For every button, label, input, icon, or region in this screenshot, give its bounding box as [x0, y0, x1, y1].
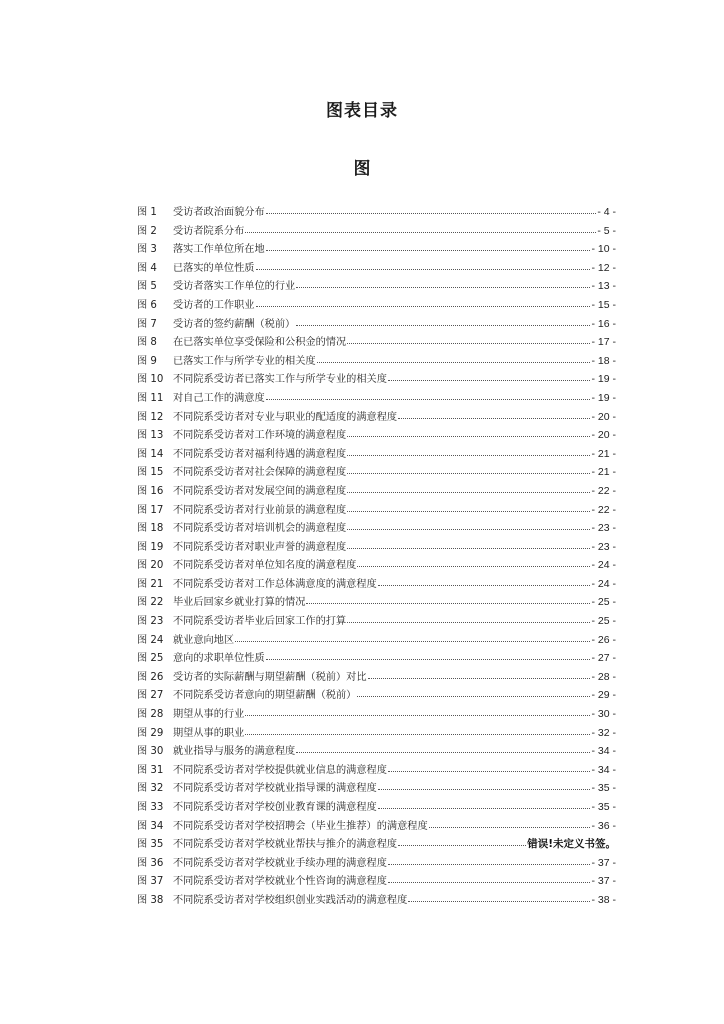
toc-dot-leader	[368, 677, 591, 679]
toc-entry-label: 图 36	[137, 857, 164, 869]
toc-entry[interactable]	[137, 798, 616, 817]
toc-entry[interactable]	[137, 389, 616, 408]
toc-entry-page: - 38 -	[591, 893, 616, 906]
toc-entry-label: 图 1	[137, 207, 157, 218]
toc-entry-title: 不同院系受访者对发展空间的满意程度	[173, 485, 347, 497]
toc-entry[interactable]	[137, 482, 616, 501]
toc-dot-leader	[347, 621, 590, 623]
toc-entry-title: 不同院系受访者对行业前景的满意程度	[173, 504, 347, 516]
toc-entry-error: 错误!未定义书签。	[527, 838, 616, 851]
toc-entry-page: - 24 -	[591, 577, 616, 590]
toc-entry[interactable]	[137, 575, 616, 594]
toc-entry-page: - 17 -	[591, 336, 616, 349]
toc-entry[interactable]	[137, 463, 616, 482]
toc-entry[interactable]	[137, 891, 616, 910]
toc-dot-leader	[388, 881, 591, 883]
toc-entry[interactable]	[137, 593, 616, 612]
toc-entry-page: - 21 -	[591, 466, 616, 479]
toc-entry-title: 受访者政治面貌分布	[173, 207, 265, 218]
toc-entry-page: - 30 -	[591, 708, 616, 721]
toc-dot-leader	[347, 454, 590, 456]
toc-entry-page: - 29 -	[591, 689, 616, 702]
toc-entry-label: 图 18	[137, 523, 164, 535]
toc-entry-label: 图 14	[137, 448, 164, 460]
toc-entry-title: 已落实的单位性质	[173, 262, 255, 274]
toc-dot-leader	[245, 231, 596, 233]
toc-dot-leader	[388, 863, 591, 865]
toc-entry-title: 不同院系受访者对学校就业帮扶与推介的满意程度	[173, 839, 398, 851]
section-heading: 图	[353, 159, 371, 179]
toc-dot-leader	[296, 751, 590, 753]
toc-dot-leader	[266, 249, 591, 251]
toc-dot-leader	[256, 305, 591, 307]
toc-entry-label: 图 5	[137, 281, 157, 293]
toc-entry-page: - 18 -	[591, 354, 616, 367]
toc-dot-leader	[256, 268, 591, 270]
toc-entry[interactable]	[137, 259, 616, 278]
toc-entry-title: 不同院系受访者对学校招聘会（毕业生推荐）的满意程度	[173, 820, 428, 832]
toc-entry-page: - 22 -	[591, 503, 616, 516]
toc-entry-label: 图 11	[137, 392, 164, 404]
toc-dot-leader	[235, 640, 590, 642]
toc-entry-label: 图 15	[137, 467, 164, 479]
toc-entry-page: - 25 -	[591, 596, 616, 609]
toc-dot-leader	[347, 491, 590, 493]
toc-entry[interactable]	[137, 724, 616, 743]
toc-dot-leader	[296, 324, 590, 326]
toc-entry-page: - 22 -	[591, 484, 616, 497]
toc-entry-title: 不同院系受访者对职业声誉的满意程度	[173, 541, 347, 553]
toc-entry-page: - 5 -	[597, 224, 616, 237]
toc-entry[interactable]	[137, 872, 616, 891]
toc-entry[interactable]	[137, 686, 616, 705]
toc-dot-leader	[408, 900, 590, 902]
toc-entry-page: - 24 -	[591, 559, 616, 572]
toc-entry[interactable]	[137, 779, 616, 798]
toc-entry-page: - 32 -	[591, 726, 616, 739]
toc-entry-title: 意向的求职单位性质	[173, 653, 265, 665]
toc-entry-label: 图 38	[137, 894, 164, 906]
toc-entry-page: - 36 -	[591, 819, 616, 832]
toc-dot-leader	[266, 398, 591, 400]
toc-entry-label: 图 32	[137, 783, 164, 795]
toc-entry[interactable]	[137, 742, 616, 761]
toc-entry-page: - 37 -	[591, 856, 616, 869]
toc-entry-label: 图 10	[137, 374, 164, 386]
toc-entry-title: 期望从事的职业	[173, 727, 245, 739]
toc-entry-page: - 23 -	[591, 540, 616, 553]
toc-entry-label: 图 30	[137, 746, 164, 758]
toc-dot-leader	[378, 788, 591, 790]
toc-entry[interactable]	[137, 315, 616, 334]
toc-entry-page: - 27 -	[591, 652, 616, 665]
toc-entry[interactable]	[137, 445, 616, 464]
toc-entry[interactable]	[137, 705, 616, 724]
toc-entry-page: - 13 -	[591, 280, 616, 293]
toc-entry-title: 不同院系受访者已落实工作与所学专业的相关度	[173, 374, 387, 386]
toc-entry[interactable]	[137, 519, 616, 538]
toc-entry-page: - 34 -	[591, 763, 616, 776]
toc-dot-leader	[266, 212, 597, 214]
toc-entry[interactable]	[137, 612, 616, 631]
toc-entry-title: 不同院系受访者意向的期望薪酬（税前）	[173, 690, 357, 702]
toc-entry-label: 图 31	[137, 764, 164, 776]
toc-entry-title: 不同院系受访者对学校创业教育课的满意程度	[173, 802, 377, 813]
toc-dot-leader	[398, 844, 526, 846]
toc-dot-leader	[388, 770, 591, 772]
toc-dot-leader	[378, 807, 591, 809]
toc-entry-page: - 19 -	[591, 373, 616, 386]
toc-dot-leader	[347, 472, 590, 474]
toc-entry-label: 图 4	[137, 262, 157, 274]
toc-entry[interactable]	[137, 370, 616, 389]
toc-entry[interactable]	[137, 333, 616, 352]
toc-entry-title: 受访者院系分布	[173, 225, 245, 237]
table-of-figures	[137, 203, 616, 910]
toc-entry-title: 不同院系受访者对学校组织创业实践活动的满意程度	[173, 894, 408, 906]
toc-entry[interactable]	[137, 222, 616, 241]
toc-entry-title: 毕业后回家乡就业打算的情况	[173, 597, 306, 609]
toc-entry-title: 就业指导与服务的满意程度	[173, 746, 296, 758]
toc-entry-title: 就业意向地区	[173, 634, 235, 646]
toc-entry-page: - 20 -	[591, 410, 616, 423]
toc-entry-page: - 25 -	[591, 615, 616, 628]
toc-entry[interactable]	[137, 854, 616, 873]
toc-entry-page: - 23 -	[591, 522, 616, 535]
toc-entry-title: 不同院系受访者对单位知名度的满意程度	[173, 560, 357, 572]
toc-entry-label: 图 16	[137, 485, 164, 497]
page-title: 图表目录	[326, 101, 398, 121]
toc-entry-label: 图 13	[137, 430, 164, 442]
toc-entry-label: 图 25	[137, 653, 164, 665]
toc-entry-label: 图 34	[137, 820, 164, 832]
toc-entry-title: 受访者落实工作单位的行业	[173, 281, 296, 293]
toc-entry-label: 图 35	[137, 839, 164, 851]
toc-entry[interactable]	[137, 631, 616, 650]
toc-entry[interactable]	[137, 835, 616, 854]
toc-entry-title: 不同院系受访者对培训机会的满意程度	[173, 523, 347, 535]
toc-dot-leader	[266, 658, 591, 660]
toc-entry-page: - 35 -	[591, 801, 616, 813]
toc-entry-page: - 34 -	[591, 745, 616, 758]
toc-entry-title: 已落实工作与所学专业的相关度	[173, 355, 316, 367]
toc-dot-leader	[347, 435, 590, 437]
toc-entry-label: 图 19	[137, 541, 164, 553]
toc-entry-page: - 26 -	[591, 633, 616, 646]
toc-entry-title: 不同院系受访者对学校就业个性咨询的满意程度	[173, 876, 387, 888]
toc-entry[interactable]	[137, 817, 616, 836]
toc-entry-label: 图 21	[137, 578, 164, 590]
toc-entry-label: 图 24	[137, 634, 164, 646]
toc-entry-title: 不同院系受访者对学校就业手续办理的满意程度	[173, 857, 387, 869]
toc-entry-label: 图 27	[137, 690, 164, 702]
toc-entry-page: - 21 -	[591, 447, 616, 460]
toc-dot-leader	[347, 342, 590, 344]
toc-entry-title: 不同院系受访者对学校提供就业信息的满意程度	[173, 764, 387, 776]
toc-entry[interactable]	[137, 240, 616, 259]
toc-entry-title: 受访者的实际薪酬与期望薪酬（税前）对比	[173, 671, 367, 683]
toc-entry-label: 图 20	[137, 560, 164, 572]
toc-entry-label: 图 8	[137, 337, 157, 349]
toc-entry[interactable]	[137, 352, 616, 371]
toc-entry-page: - 37 -	[591, 875, 616, 888]
toc-dot-leader	[388, 379, 591, 381]
toc-entry[interactable]	[137, 426, 616, 445]
toc-entry[interactable]	[137, 408, 616, 427]
toc-entry-label: 图 37	[137, 876, 164, 888]
toc-dot-leader	[317, 361, 591, 363]
toc-dot-leader	[429, 826, 591, 828]
toc-entry[interactable]	[137, 761, 616, 780]
toc-entry-page: - 20 -	[591, 429, 616, 442]
toc-entry-label: 图 33	[137, 802, 164, 813]
toc-dot-leader	[357, 695, 590, 697]
toc-entry-label: 图 17	[137, 504, 164, 516]
toc-entry-title: 受访者的工作职业	[173, 299, 255, 311]
toc-entry-page: - 19 -	[591, 391, 616, 404]
toc-entry-label: 图 2	[137, 225, 157, 237]
toc-entry-page: - 15 -	[591, 298, 616, 311]
toc-entry-title: 对自己工作的满意度	[173, 392, 265, 404]
toc-dot-leader	[347, 510, 590, 512]
toc-entry-page: - 16 -	[591, 317, 616, 330]
toc-dot-leader	[296, 286, 590, 288]
toc-entry-title: 在已落实单位享受保险和公积金的情况	[173, 337, 347, 349]
toc-entry-label: 图 26	[137, 671, 164, 683]
toc-entry[interactable]	[137, 277, 616, 296]
toc-dot-leader	[306, 602, 590, 604]
toc-entry[interactable]	[137, 649, 616, 668]
toc-entry-title: 受访者的签约薪酬（税前）	[173, 318, 296, 330]
toc-entry-page: - 4 -	[597, 206, 616, 218]
toc-entry-title: 不同院系受访者对福利待遇的满意程度	[173, 448, 347, 460]
toc-entry-label: 图 9	[137, 355, 157, 367]
toc-entry-title: 不同院系受访者对学校就业指导课的满意程度	[173, 783, 377, 795]
toc-dot-leader	[245, 714, 590, 716]
toc-entry[interactable]	[137, 501, 616, 520]
toc-entry-label: 图 3	[137, 244, 157, 256]
toc-dot-leader	[245, 733, 590, 735]
toc-dot-leader	[398, 417, 590, 419]
toc-entry-label: 图 6	[137, 299, 157, 311]
toc-entry-label: 图 28	[137, 709, 164, 721]
toc-entry-page: - 12 -	[591, 261, 616, 274]
toc-dot-leader	[357, 565, 590, 567]
toc-entry-title: 不同院系受访者对专业与职业的配适度的满意程度	[173, 411, 398, 423]
toc-dot-leader	[347, 547, 590, 549]
toc-entry-label: 图 12	[137, 411, 164, 423]
toc-entry[interactable]	[137, 556, 616, 575]
toc-dot-leader	[347, 528, 590, 530]
toc-entry-label: 图 29	[137, 727, 164, 739]
toc-entry-title: 期望从事的行业	[173, 709, 245, 721]
toc-entry-title: 不同院系受访者对社会保障的满意程度	[173, 467, 347, 479]
toc-entry-label: 图 23	[137, 616, 164, 628]
toc-entry-page: - 28 -	[591, 670, 616, 683]
toc-entry-label: 图 7	[137, 318, 157, 330]
toc-entry[interactable]	[137, 203, 616, 222]
toc-entry-page: - 10 -	[591, 243, 616, 256]
toc-entry-title: 不同院系受访者对工作环境的满意程度	[173, 430, 347, 442]
toc-entry-title: 不同院系受访者对工作总体满意度的满意程度	[173, 578, 377, 590]
toc-dot-leader	[378, 584, 591, 586]
toc-entry-title: 不同院系受访者毕业后回家工作的打算	[173, 616, 347, 628]
toc-entry[interactable]	[137, 296, 616, 315]
toc-entry[interactable]	[137, 668, 616, 687]
toc-entry-page: - 35 -	[591, 782, 616, 795]
toc-entry-title: 落实工作单位所在地	[173, 244, 265, 256]
toc-entry[interactable]	[137, 538, 616, 557]
toc-entry-label: 图 22	[137, 597, 164, 609]
